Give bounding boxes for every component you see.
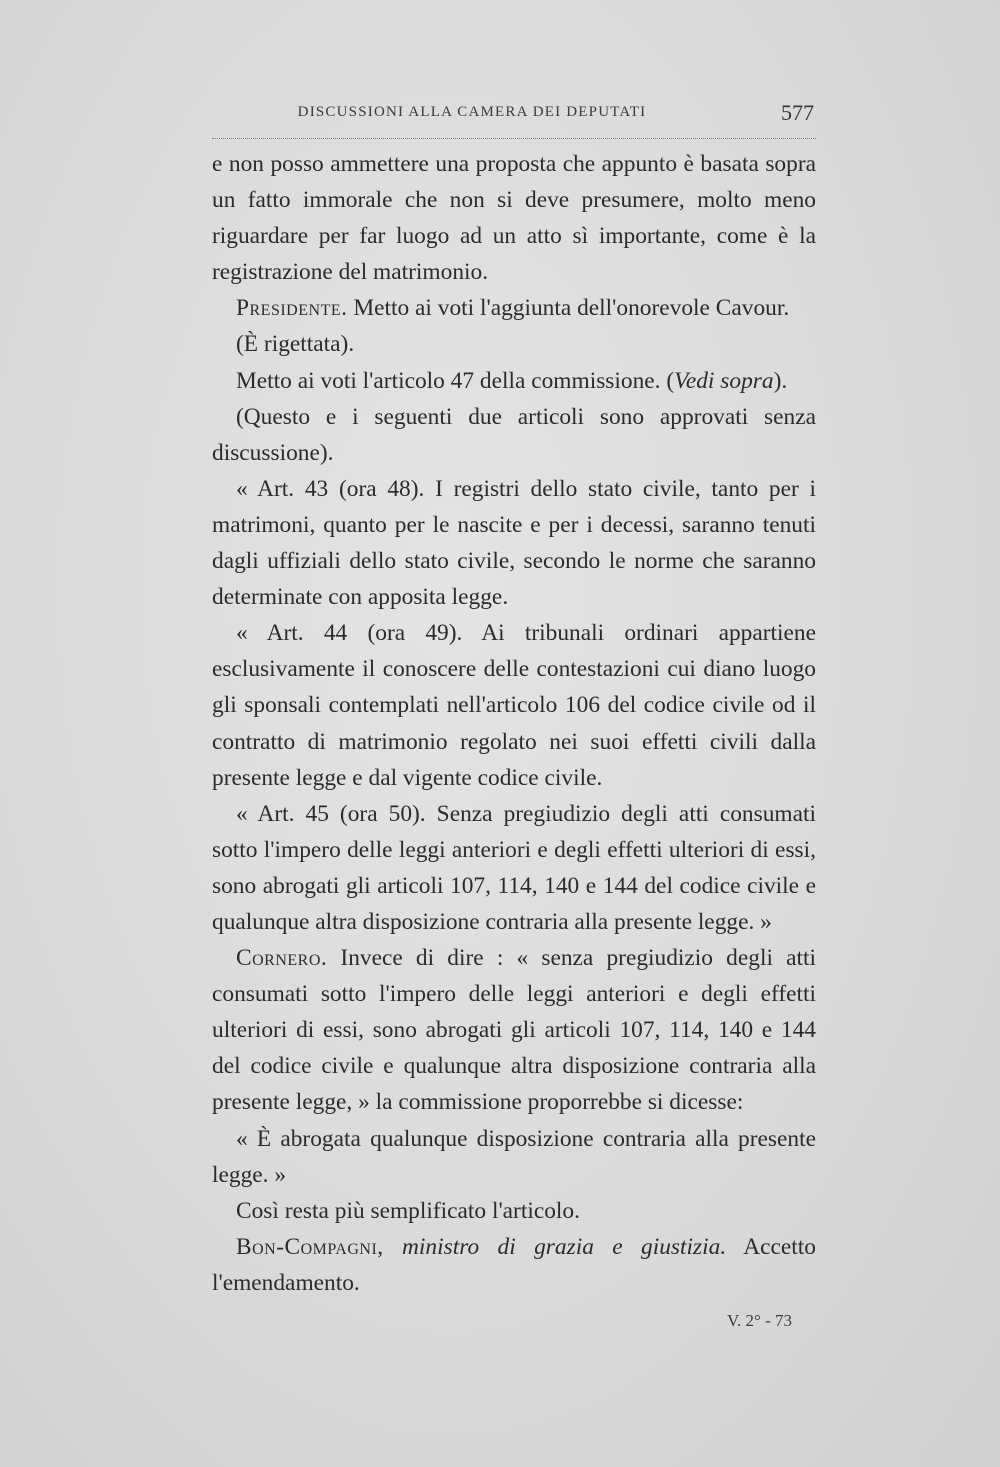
speech-text: Accetto l'emendamento. <box>212 1233 816 1296</box>
speaker-name: Presidente. <box>236 295 348 322</box>
page-number: 577 <box>781 100 814 125</box>
speaker-name: Bon-Compagni, <box>236 1233 384 1260</box>
paragraph: Così resta più semplificato l'articolo. <box>236 1197 580 1224</box>
paragraph <box>212 363 816 399</box>
body-text <box>212 146 816 1301</box>
page-header <box>212 98 816 139</box>
running-head: DISCUSSIONI ALLA CAMERA DEI DEPUTATI <box>297 104 647 120</box>
paragraph <box>212 290 816 326</box>
printer-signature: V. 2° - 73 <box>726 1311 792 1330</box>
paragraph: « Art. 43 (ora 48). I registri dello stato civile, tanto per i matrimoni, quanto per le nascite e per i decessi, saranno tenuti dagli uffiziali dello stato civile, secondo le norme che saranno determinate con apposita legge. <box>212 475 816 611</box>
paragraph <box>212 940 816 1120</box>
paragraph: (Questo e i seguenti due articoli sono approvati senza discussione). <box>212 403 816 466</box>
speech-text: ). <box>773 367 788 394</box>
paragraph: « È abrogata qualunque disposizione contraria alla presente legge. » <box>212 1125 816 1188</box>
paragraph: « Art. 45 (ora 50). Senza pregiudizio degli atti consumati sotto l'impero delle leggi anteriori e degli effetti ulteriori di essi, sono abrogati gli articoli 107, 114, 140 e 144 del codice civile e qualunque altra disposizione contraria alla presente legge. » <box>212 800 816 935</box>
speech-text: Metto ai voti l'aggiunta dell'onorevole Cavour. <box>347 295 790 322</box>
paragraph: e non posso ammettere una proposta che appunto è basata sopra un fatto immorale che non si deve presumere, molto meno riguardare per far luogo ad un atto sì importante, come è la registrazione del matrimonio. <box>212 151 816 286</box>
speech-text: Metto ai voti l'articolo 47 della commissione. ( <box>236 367 675 394</box>
italic-reference: Vedi sopra <box>674 367 774 394</box>
speaker-name: Cornero. <box>236 945 328 972</box>
speech-text: Invece di dire : « senza pregiudizio degli atti consumati sotto l'impero delle leggi anteriori e degli effetti ulteriori di essi, sono abrogati gli articoli 107, 114, 140 e 144 del codice civile e qualunque altra disposizione contraria alla presente legge, » la commissione proporrebbe si dicesse: <box>212 945 816 1116</box>
paragraph: (È rigettata). <box>236 331 355 358</box>
paragraph <box>212 1229 816 1301</box>
paragraph: « Art. 44 (ora 49). Ai tribunali ordinari appartiene esclusivamente il conoscere delle contestazioni cui diano luogo gli sponsali contemplati nell'articolo 106 del codice civile od il contratto di matrimonio regolato nei suoi effetti civili dalla presente legge e dal vigente codice civile. <box>212 620 816 791</box>
speaker-title: ministro di grazia e giustizia. <box>383 1233 727 1260</box>
